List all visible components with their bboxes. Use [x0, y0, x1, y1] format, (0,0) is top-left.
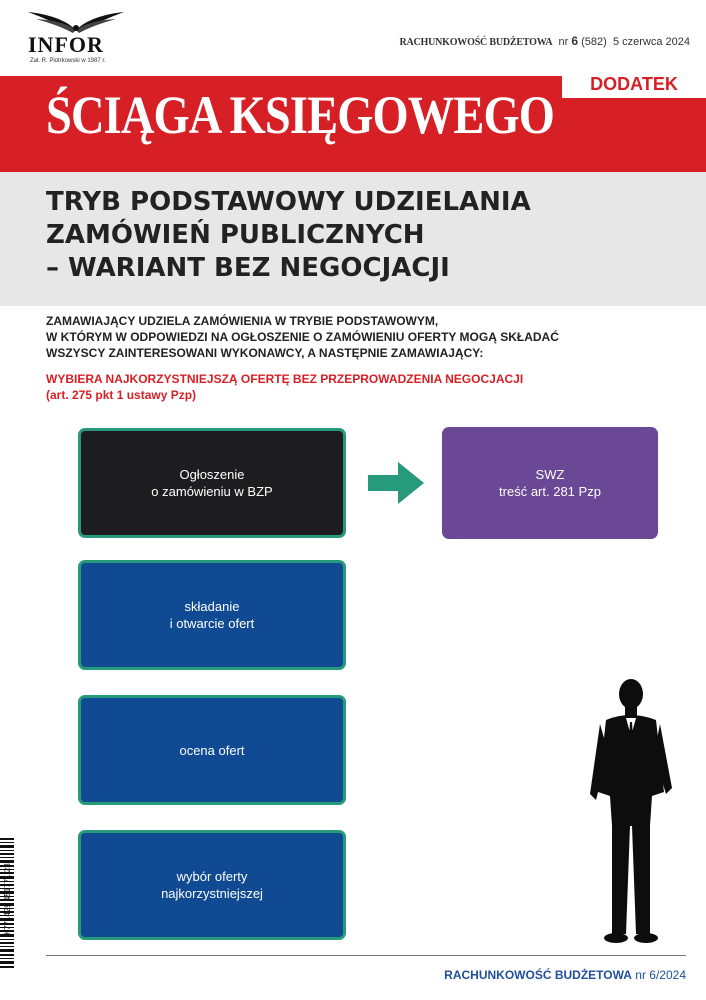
flow-step-text: Ogłoszenie [179, 467, 245, 482]
intro-text [46, 313, 686, 361]
arrow-right-icon [368, 460, 426, 506]
flow-step-text: ocena ofert [179, 742, 245, 758]
logo-tagline: Zał. R. Piotrkowski w 1987 r. [30, 58, 106, 64]
footer-issue: nr 6/2024 [635, 968, 686, 982]
flow-step-submission [78, 560, 346, 670]
title-line: ZAMÓWIEŃ PUBLICZNYCH [46, 220, 425, 250]
title-line: TRYB PODSTAWOWY UDZIELANIA [46, 187, 531, 217]
flow-step-text: najkorzystniejszej [161, 886, 263, 901]
intro-line: WSZYSCY ZAINTERESOWANI WYKONAWCY, A NASTĘPNIE ZAMAWIAJĄCY: [46, 346, 484, 360]
flow-step-announcement [78, 428, 346, 538]
eagle-wings-icon [26, 10, 126, 34]
issue-prefix: nr [558, 36, 569, 48]
intro-line: W KTÓRYM W ODPOWIEDZI NA OGŁOSZENIE O ZAMÓWIENIU OFERTY MOGĄ SKŁADAĆ [46, 330, 559, 344]
barcode-number: 9 771429 451771 23 [3, 863, 12, 937]
issue-info [399, 34, 690, 48]
flow-step-selection [78, 830, 346, 940]
flow-side-swz [442, 427, 658, 539]
logo-wordmark: INFOR [28, 32, 104, 57]
article-title [46, 186, 686, 285]
footer-publication: RACHUNKOWOŚĆ BUDŻETOWA [444, 968, 632, 982]
footer-info [444, 968, 686, 982]
legal-reference: (art. 275 pkt 1 ustawy Pzp) [46, 388, 197, 402]
issue-number: 6 [571, 34, 579, 48]
flow-step-text: wybór oferty [176, 869, 248, 884]
supplement-badge: DODATEK [562, 70, 706, 98]
flow-step-text: SWZ [535, 467, 565, 482]
highlight-line: WYBIERA NAJKORZYSTNIEJSZĄ OFERTĘ BEZ PRZEPROWADZENIA NEGOCJACJI [46, 372, 524, 386]
publication-name: RACHUNKOWOŚĆ BUDŻETOWA [399, 37, 553, 48]
footer-divider [46, 955, 686, 956]
flow-step-text: o zamówieniu w BZP [151, 484, 273, 499]
businessman-silhouette [582, 676, 678, 948]
title-line: – WARIANT BEZ NEGOCJACJI [46, 253, 450, 283]
highlight-text [46, 371, 686, 403]
flow-step-text: i otwarcie ofert [169, 616, 255, 631]
issue-sequence: (582) [581, 36, 607, 48]
intro-line: ZAMAWIAJĄCY UDZIELA ZAMÓWIENIA W TRYBIE PODSTAWOWYM, [46, 314, 439, 328]
flow-step-text: składanie [184, 599, 240, 614]
masthead-title: ŚCIĄGA KSIĘGOWEGO [46, 85, 554, 145]
flow-step-evaluation [78, 695, 346, 805]
issue-date: 5 czerwca 2024 [612, 36, 690, 48]
publisher-logo [24, 10, 134, 70]
flow-step-text: treść art. 281 Pzp [499, 484, 601, 499]
